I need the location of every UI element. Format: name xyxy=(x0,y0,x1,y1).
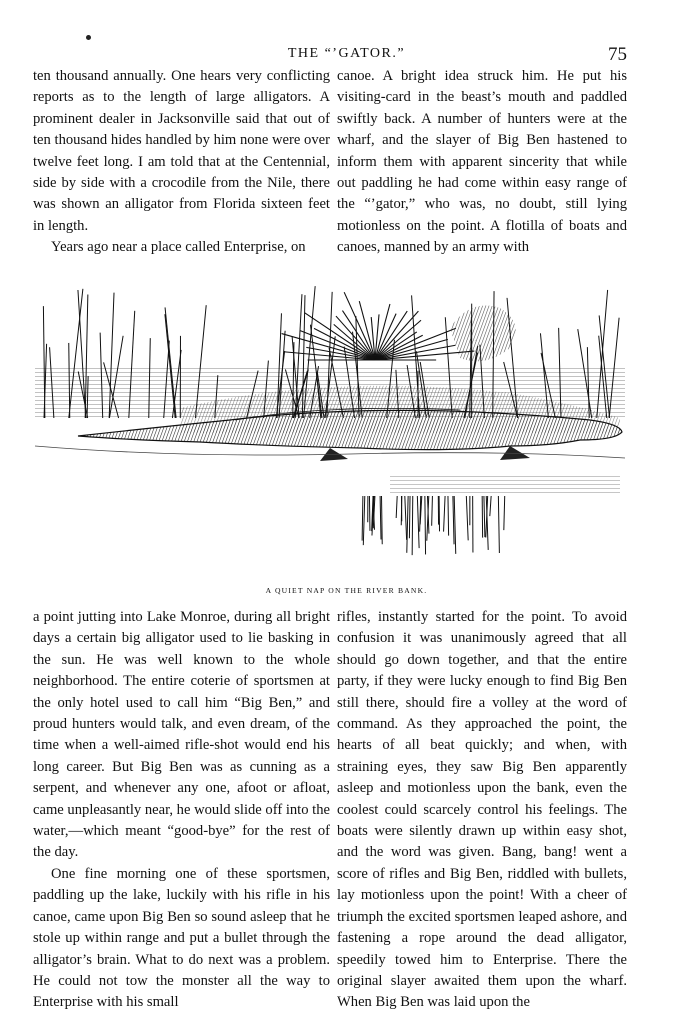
page-number: 75 xyxy=(608,44,627,66)
ink-dot xyxy=(86,35,91,40)
top-left-column xyxy=(33,66,330,259)
paragraph: ten thousand annually. One hears very conflicting reports as to the length of large alligators. A prominent dealer in Jacksonville said that out of ten thousand hides handled by him none were over twelve feet long. I am told that at the Centennial, side by side with a crocodile from the Nile, there was shown an alligator from Florida sixteen feet in length. xyxy=(33,66,330,237)
illustration-caption: A QUIET NAP ON THE RIVER BANK. xyxy=(0,586,693,595)
paragraph: canoe. A bright idea struck him. He put his visiting-card in the beast’s mouth and paddled swiftly back. A number of hunters were at the wharf, and the slayer of Big Ben hastened to inform them with apparent sincerity that while out paddling he had come within easy range of the “’gator,” who was, no doubt, still lying motionless on the point. A flotilla of boats and canoes, manned by an army with xyxy=(337,66,627,259)
bottom-right-column xyxy=(337,607,627,1014)
paragraph: rifles, instantly started for the point. To avoid confusion it was unanimously agreed that all should go down together, and that the entire party, if they were lucky enough to find Big Ben still there, should fire a volley at the word of command. As they approached the point, the hearts of all beat quickly; and when, with straining eyes, they saw Big Ben apparently asleep and motionless upon the bank, even the coolest could scarcely control his feelings. The boats were silently drawn up within easy shot, and the word was given. Bang, bang! went a score of rifles and Big Ben, riddled with bullets, lay motionless upon the point! With a cheer of triumph the excited sportsmen leaped ashore, and fastening a rope around the dead alligator, speedily towed him to Enterprise. There the original slayer awaited them upon the wharf. When Big Ben was laid upon the xyxy=(337,607,627,1014)
top-right-column xyxy=(337,66,627,259)
paragraph: One fine morning one of these sportsmen, paddling up the lake, luckily with his rifle in his canoe, came upon Big Ben so sound asleep that he stole up within range and put a bullet through the alligator’s brain. What to do next was a problem. He could not tow the monster all the way to Enterprise with his small xyxy=(33,864,330,1014)
paragraph: Years ago near a place called Enterprise, on xyxy=(33,237,330,258)
paragraph: a point jutting into Lake Monroe, during all bright days a certain big alligator used to lie basking in the sun. He was well known to the whole neighborhood. The entire coterie of sportsmen at the only hotel used to call him “Big Ben,” and proud hunters would talk, and even dream, of the time when a well-aimed rifle-shot would end his long career. But Big Ben was as cunning as a serpent, and whenever any one, afoot or afloat, came unpleasantly near, he would slide off into the water,—which meant “good-bye” for the rest of the day. xyxy=(33,607,330,864)
running-title: THE “’GATOR.” xyxy=(0,46,693,62)
bottom-left-column xyxy=(33,607,330,1014)
alligator-engraving xyxy=(30,268,630,578)
running-head xyxy=(0,44,693,68)
